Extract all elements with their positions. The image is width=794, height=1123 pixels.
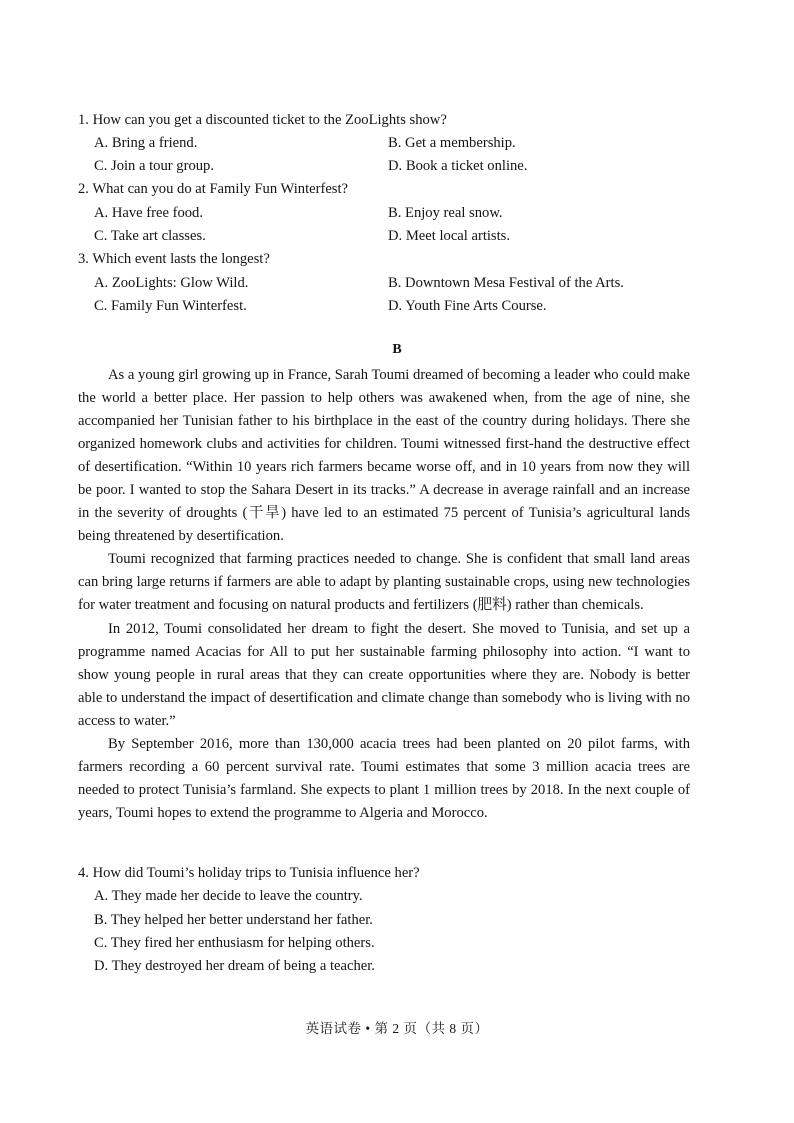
question-1-option-a: A. Bring a friend.	[94, 135, 198, 151]
question-2-option-a: A. Have free food.	[94, 205, 203, 221]
question-2-option-c: C. Take art classes.	[94, 228, 206, 245]
question-2-option-b: B. Enjoy real snow.	[388, 205, 503, 221]
question-1-option-d: D. Book a ticket online.	[388, 158, 528, 175]
passage-paragraph-2: Toumi recognized that farming practices needed to change. She is confident that small land areas can bring large returns if farmers are able to adapt by planting sustainable crops, using new technologies for water treatment and focusing on natural products and fertilizers (肥料) rather than chemicals.	[78, 551, 690, 614]
question-3-stem: 3. Which event lasts the longest?	[78, 251, 270, 267]
question-1-stem: 1. How can you get a discounted ticket to the ZooLights show?	[78, 112, 447, 128]
reading-passage	[78, 364, 690, 825]
passage-paragraph-4: By September 2016, more than 130,000 acacia trees had been planted on 20 pilot farms, with farmers recording a 60 percent survival rate. Toumi estimates that some 3 million acacia trees are needed to protect Tunisia’s farmland. She expects to plant 1 million trees by 2018. In the next couple of years, Toumi hopes to extend the programme to Algeria and Morocco.	[78, 735, 690, 821]
question-4-option-d: D. They destroyed her dream of being a teacher.	[94, 958, 375, 975]
section-title: B	[392, 342, 402, 357]
question-4-option-b: B. They helped her better understand her father.	[94, 911, 373, 928]
question-2-options	[94, 202, 734, 249]
question-3-option-b: B. Downtown Mesa Festival of the Arts.	[388, 275, 624, 291]
question-3-options	[94, 272, 734, 319]
question-4-stem: 4. How did Toumi’s holiday trips to Tunisia influence her?	[78, 865, 420, 881]
question-1-option-c: C. Join a tour group.	[94, 158, 214, 175]
question-4-option-a: A. They made her decide to leave the country.	[94, 888, 363, 905]
question-2-option-d: D. Meet local artists.	[388, 228, 510, 245]
passage-paragraph-3: In 2012, Toumi consolidated her dream to fight the desert. She moved to Tunisia, and set up a programme named Acacias for All to put her sustainable farming philosophy into action. “I want to show young people in rural areas that they can create opportunities where they are. Nobody is better able to understand the impact of desertification and climate change than somebody who is living with no access to water.”	[78, 620, 690, 729]
question-1-option-b: B. Get a membership.	[388, 135, 516, 151]
question-4	[78, 862, 420, 978]
page-footer: 英语试卷 • 第 2 页（共 8 页）	[305, 1021, 489, 1036]
question-3-option-a: A. ZooLights: Glow Wild.	[94, 275, 249, 291]
question-4-option-c: C. They fired her enthusiasm for helping others.	[94, 934, 375, 951]
question-3-option-d: D. Youth Fine Arts Course.	[388, 298, 547, 315]
question-1-options	[94, 132, 734, 179]
passage-paragraph-1: As a young girl growing up in France, Sarah Toumi dreamed of becoming a leader who could make the world a better place. Her passion to help others was awakened when, from the age of nine, she accompanied her Tunisian father to his birthplace in the east of the country during holidays. There she organized homework clubs and activities for children. Toumi witnessed first-hand the destructive effect of desertification. “Within 10 years rich farmers became worse off, and in 10 years from now they will be poor. I wanted to stop the Sahara Desert in its tracks.” A decrease in average rainfall and an increase in the severity of droughts (干旱) have led to an estimated 75 percent of Tunisia’s agricultural lands being threatened by desertification.	[78, 367, 690, 545]
question-3-option-c: C. Family Fun Winterfest.	[94, 298, 247, 315]
question-2-stem: 2. What can you do at Family Fun Winterfest?	[78, 181, 349, 197]
